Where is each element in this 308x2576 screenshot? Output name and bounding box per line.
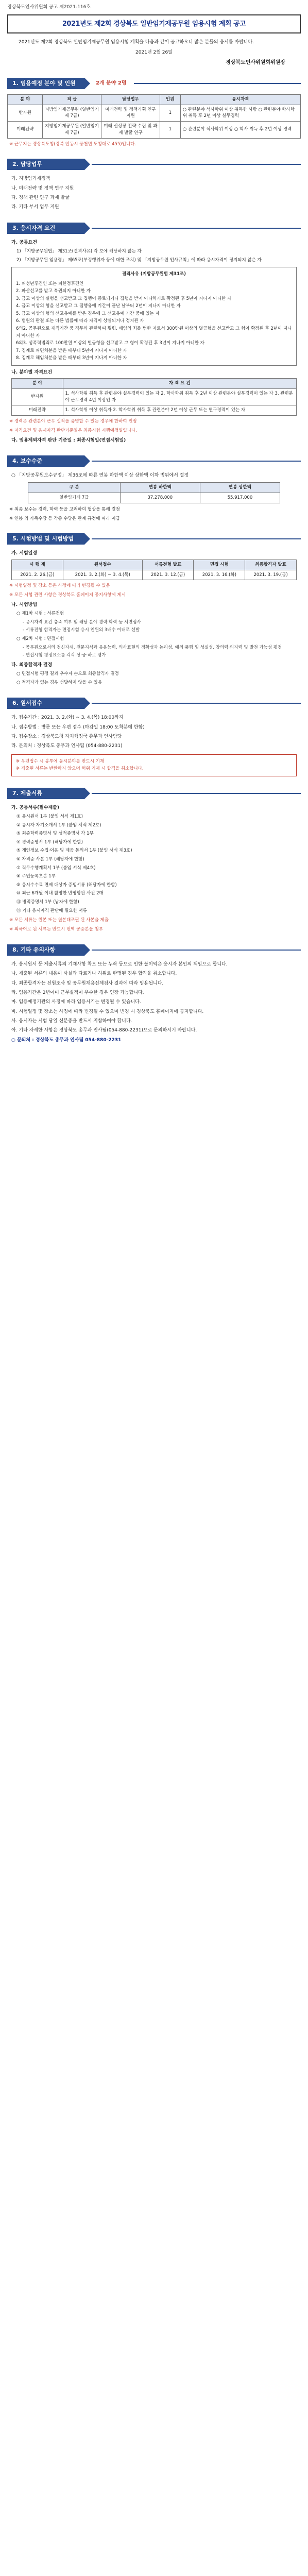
note: ※ 연봉 외 가족수당 등 각종 수당은 관계 규정에 따라 지급 <box>9 516 120 521</box>
list-item: 3. 금고 이상의 실형을 선고받고 그 집행이 종료되거나 집행을 받지 아니하기로 확정된 후 5년이 지나지 아니한 자 <box>16 296 232 301</box>
col-field: 분 야 <box>8 94 43 105</box>
section-title: 4. 보수수준 <box>7 455 84 467</box>
qualification-table: 분 야 자 격 요 건 반자원 1. 석사학위 취득 후 관련분야 실무경력이 있는 자 2. 학사학위 취득 후 2년 이상 관련분야 실무경력이 있는 자 3. 관련분야 근무경력 4년 이상인 자 미래전략 1. 석사학위 이상 취득자 2. 학사학위 취득 후 관련분야 2년 이상 근무 또는 연구경력이 있는 자 <box>11 378 297 416</box>
list-item: 라. 임용기간은 2년이며 근무실적이 우수한 경우 연장 가능합니다. <box>11 990 144 995</box>
list-item: ⑫ 기타 응시자격 판단에 필요한 서류 <box>16 908 87 913</box>
section-2-header <box>7 159 301 170</box>
subsection-label: 다. 임용제외자격 판단 기준일 : 최종시험일(면접시험일) <box>11 437 126 443</box>
note: ※ 최종 보수는 경력, 학력 등을 고려하여 협상을 통해 결정 <box>9 506 120 512</box>
list-item: 다. 정책 관련 연구 과제 발굴 <box>11 195 70 201</box>
list-item: 나. 접수방법 : 방문 또는 우편 접수 (마감일 18:00 도착분에 한함) <box>11 724 145 730</box>
list-item: 1. 피성년후견인 또는 피한정후견인 <box>16 281 84 286</box>
pay-intro: ○ 「지방공무원보수규정」 제36조에 따른 연봉 하한액 이상 상한액 이하 범위에서 결정 <box>11 472 189 478</box>
list-item: 나. 미래전략 및 정책 연구 지원 <box>11 185 74 191</box>
section-5-header <box>7 533 301 545</box>
list-item: 6의2. 공무원으로 재직기간 중 직무와 관련하여 횡령, 배임의 죄를 범한 자로서 300만원 이상의 벌금형을 선고받고 그 형이 확정된 후 2년이 지나지 아니한 자 <box>16 326 292 338</box>
table-row: 일반임기제 7급 37,278,000 55,917,000 <box>28 493 280 503</box>
table-row: 미래전략 지방임기제공무원 (일반임기제 7급) 미래 신성장 전략 수립 및 과제 발굴 연구 1 ○ 관련분야 석사학위 이상 ○ 학사 취득 후 2년 이상 경력 <box>8 122 301 139</box>
list-item: ○ 면접시험 평정 결과 우수자 순으로 최종합격자 결정 <box>16 671 119 677</box>
list-item: ⑩ 최근 6개월 이내 촬영한 반명함판 사진 2매 <box>16 891 104 896</box>
col-grade: 직 급 <box>43 94 101 105</box>
list-item: 2. 파산선고를 받고 복권되지 아니한 자 <box>16 289 91 294</box>
list-item: ○ 제1차 시험 : 서류전형 <box>16 611 64 617</box>
section-subtitle: 2개 분야 2명 <box>96 80 127 87</box>
section-title: 6. 원서접수 <box>7 698 84 709</box>
table-row: 반자원 지방임기제공무원 (일반임기제 7급) 미래전략 및 정책기획 연구 지원 1 ○ 관련분야 석사학위 이상 취득한 사람 ○ 관련분야 학사학위 취득 후 2년 이상 실무경력 <box>8 105 301 122</box>
note: ※ 경력은 관련분야 근무 실적을 증명할 수 있는 경우에 한하여 인정 <box>9 419 137 425</box>
note: ※ 모든 시험 관련 사항은 경상북도 홈페이지 공지사항에 게시 <box>9 592 126 598</box>
list-item: 2) 「지방공무원 임용령」 제65조(부정행위자 등에 대한 조치) 및 「지방공무원 인사규칙」에 따라 응시자격이 정지되지 않은 자 <box>16 257 262 263</box>
application-warning-box: ※ 우편접수 시 봉투에 응시분야를 반드시 기재 ※ 제출된 서류는 반환하지 않으며 허위 기재 시 합격을 취소합니다. <box>11 754 297 776</box>
notice-title: 2021년도 제2회 경상북도 일반임기제공무원 임용시험 계획 공고 <box>7 14 301 34</box>
list-item: 4. 금고 이상의 형을 선고받고 그 집행유예 기간이 끝난 날부터 2년이 지나지 아니한 자 <box>16 303 181 309</box>
list-item: 6의3. 성폭력범죄로 100만원 이상의 벌금형을 선고받고 그 형이 확정된 후 3년이 지나지 아니한 자 <box>16 341 204 346</box>
section-title: 5. 시험방법 및 시험방법 <box>7 533 84 545</box>
disqualification-box <box>11 267 297 365</box>
section-title: 8. 기타 유의사항 <box>7 944 84 956</box>
list-item: ⑤ 개인정보 수집·이용 및 제공 동의서 1부 (붙임 서식 제3호) <box>16 848 132 854</box>
pay-table: 구 분 연봉 하한액 연봉 상한액 일반임기제 7급 37,278,000 55,917,000 <box>28 482 280 503</box>
subsection-label: 다. 최종합격자 결정 <box>11 662 53 668</box>
list-item: ○ 적격자가 없는 경우 선발하지 않을 수 있음 <box>16 680 102 685</box>
col-req: 응시자격 <box>180 94 300 105</box>
list-item: 아. 기타 자세한 사항은 경상북도 총무과 인사팀(054-880-2231)으로 문의하시기 바랍니다. <box>11 1028 197 1033</box>
list-item: ⑧ 주민등록초본 1부 <box>16 874 56 879</box>
list-item: ⑪ 병적증명서 1부 (남자에 한함) <box>16 900 79 905</box>
table-row: 2021. 2. 26.(금) 2021. 3. 2.(화) ~ 3. 4.(목) 2021. 3. 12.(금) 2021. 3. 16.(화) 2021. 3. 19.(금) <box>12 570 297 580</box>
list-item: 다. 최종합격자는 신원조사 및 공무원채용신체검사 결과에 따라 임용됩니다. <box>11 980 164 986</box>
notice-date: 2021년 2월 26일 <box>135 50 173 56</box>
col-duty: 담당업무 <box>101 94 160 105</box>
intro-text: 2021년도 제2회 경상북도 일반임기제공무원 임용시험 계획을 다음과 같이 공고하오니 많은 분들의 응시를 바랍니다. <box>19 40 254 45</box>
list-item: 5. 금고 이상의 형의 선고유예를 받은 경우에 그 선고유예 기간 중에 있는 자 <box>16 311 160 316</box>
list-item: - 서류전형 합격자는 면접시험 응시 인원의 3배수 이내로 선발 <box>23 628 140 633</box>
table-row: 반자원 1. 석사학위 취득 후 관련분야 실무경력이 있는 자 2. 학사학위 취득 후 2년 이상 관련분야 실무경력이 있는 자 3. 관련분야 근무경력 4년 이상인 자 <box>12 388 297 405</box>
list-item: 다. 접수장소 : 경상북도청 자치행정국 총무과 인사담당 <box>11 734 122 740</box>
subsection-label: 가. 공통서류(필수제출) <box>11 805 60 810</box>
list-item: 8. 징계로 해임처분을 받은 때부터 3년이 지나지 아니한 자 <box>16 355 127 361</box>
list-item: 마. 임용예정기관의 사정에 따라 임용시기는 변경될 수 있습니다. <box>11 999 141 1005</box>
note: ※ 시험일정 및 장소 등은 사정에 따라 변경될 수 있음 <box>9 583 110 589</box>
notice-number: 경상북도인사위원회 공고 제2021-116호 <box>7 5 91 10</box>
list-item: 바. 시험일정 및 장소는 사정에 따라 변경될 수 있으며 변경 시 경상북도 홈페이지에 공지합니다. <box>11 1009 204 1014</box>
section-1-header <box>7 78 301 89</box>
list-item: ○ 제2차 시험 : 면접시험 <box>16 636 64 641</box>
note: ※ 외국어로 된 서류는 반드시 번역 공증본을 첨부 <box>9 926 104 932</box>
list-item: 가. 접수기간 : 2021. 3. 2.(화) ~ 3. 4.(목) 18:00까지 <box>11 715 124 721</box>
section-title: 2. 담당업무 <box>7 159 84 170</box>
table-row: 미래전략 1. 석사학위 이상 취득자 2. 학사학위 취득 후 관련분야 2년 이상 근무 또는 연구경력이 있는 자 <box>12 405 297 416</box>
subsection-label: 가. 공통요건 <box>11 240 38 245</box>
notice-org: 경상북도인사위원회위원장 <box>226 59 285 65</box>
list-item: 가. 응시원서 등 제출서류의 기재사항 착오 또는 누락 등으로 인한 불이익은 응시자 본인의 책임으로 합니다. <box>11 961 228 967</box>
list-item: 가. 지방임기제정책 <box>11 176 50 182</box>
list-item: 7. 징계로 파면처분을 받은 때부터 5년이 지나지 아니한 자 <box>16 348 127 353</box>
list-item: 6. 법원의 판결 또는 다른 법률에 따라 자격이 상실되거나 정지된 자 <box>16 318 144 324</box>
section-8-header <box>7 944 301 956</box>
list-item: - 응시자격 요건 충족 여부 및 해당 분야 경력·학력 등 서면심사 <box>23 619 141 625</box>
list-item: 1) 「지방공무원법」 제31조(결격사유) 각 호에 해당하지 않는 자 <box>16 249 142 255</box>
col-count: 인원 <box>160 94 180 105</box>
contact-info: ○ 문의처 : 경상북도 총무과 인사팀 054-880-2231 <box>11 1037 122 1043</box>
list-item: 나. 제출된 서류의 내용이 사실과 다르거나 허위로 판명된 경우 합격을 취소합니다. <box>11 971 177 977</box>
section-7-header <box>7 788 301 799</box>
note: ※ 자격요건 및 응시자격 판단기준일은 최종시험 시행예정일입니다. <box>9 428 137 433</box>
section-title: 1. 임용예정 분야 및 인원 <box>7 78 84 89</box>
list-item: 라. 기타 부서 업무 지원 <box>11 205 59 210</box>
list-item: 라. 문의처 : 경상북도 총무과 인사팀 (054-880-2231) <box>11 743 123 749</box>
list-item: ⑨ 응시수수료 면제 대상자 증빙서류 (해당자에 한함) <box>16 882 117 888</box>
list-item: - 공무원으로서의 정신자세, 전문지식과 응용능력, 의사표현의 정확성과 논리성, 예의·품행 및 성실성, 창의력·의지력 및 발전 가능성 평정 <box>23 645 282 650</box>
list-item: ② 응시자 자기소개서 1부 (붙임 서식 제2호) <box>16 822 101 828</box>
subsection-label: 가. 시험일정 <box>11 551 38 556</box>
list-item: ③ 최종학력증명서 및 성적증명서 각 1부 <box>16 831 94 837</box>
section-title: 7. 제출서류 <box>7 788 84 799</box>
list-item: 사. 응시자는 시험 당일 신분증을 반드시 지참하여야 합니다. <box>11 1019 132 1024</box>
subsection-label: 나. 시험방법 <box>11 602 38 607</box>
section-3-header <box>7 223 301 234</box>
list-item: ⑥ 자격증 사본 1부 (해당자에 한함) <box>16 857 84 862</box>
subsection-label: 나. 분야별 자격요건 <box>11 369 53 375</box>
positions-note: ※ 근무지는 경상북도청(경북 안동시 풍천면 도청대로 455)입니다. <box>9 141 136 147</box>
section-title: 3. 응시자격 요건 <box>7 223 84 234</box>
schedule-table: 시 행 계 원서접수 서류전형 발표 면접 시험 최종합격자 발표 2021. 2. 26.(금) 2021. 3. 2.(화) ~ 3. 4.(목) 2021. 3. 12.(금) 2021. 3. 16.(화) 2021. 3. 19.(금) <box>11 560 297 581</box>
section-6-header <box>7 698 301 709</box>
note: ※ 모든 서류는 원본 또는 원본대조필 된 사본을 제출 <box>9 918 109 923</box>
section-4-header <box>7 455 301 467</box>
positions-table <box>7 94 301 139</box>
list-item: ④ 경력증명서 1부 (해당자에 한함) <box>16 839 83 845</box>
list-item: - 면접시험 평정요소를 각각 상·중·하로 평가 <box>23 653 106 658</box>
box-title: 결격사유 (지방공무원법 제31조) <box>122 272 186 277</box>
list-item: ⑦ 직무수행계획서 1부 (붙임 서식 제4호) <box>16 865 96 871</box>
list-item: ① 응시원서 1부 (붙임 서식 제1호) <box>16 814 83 820</box>
